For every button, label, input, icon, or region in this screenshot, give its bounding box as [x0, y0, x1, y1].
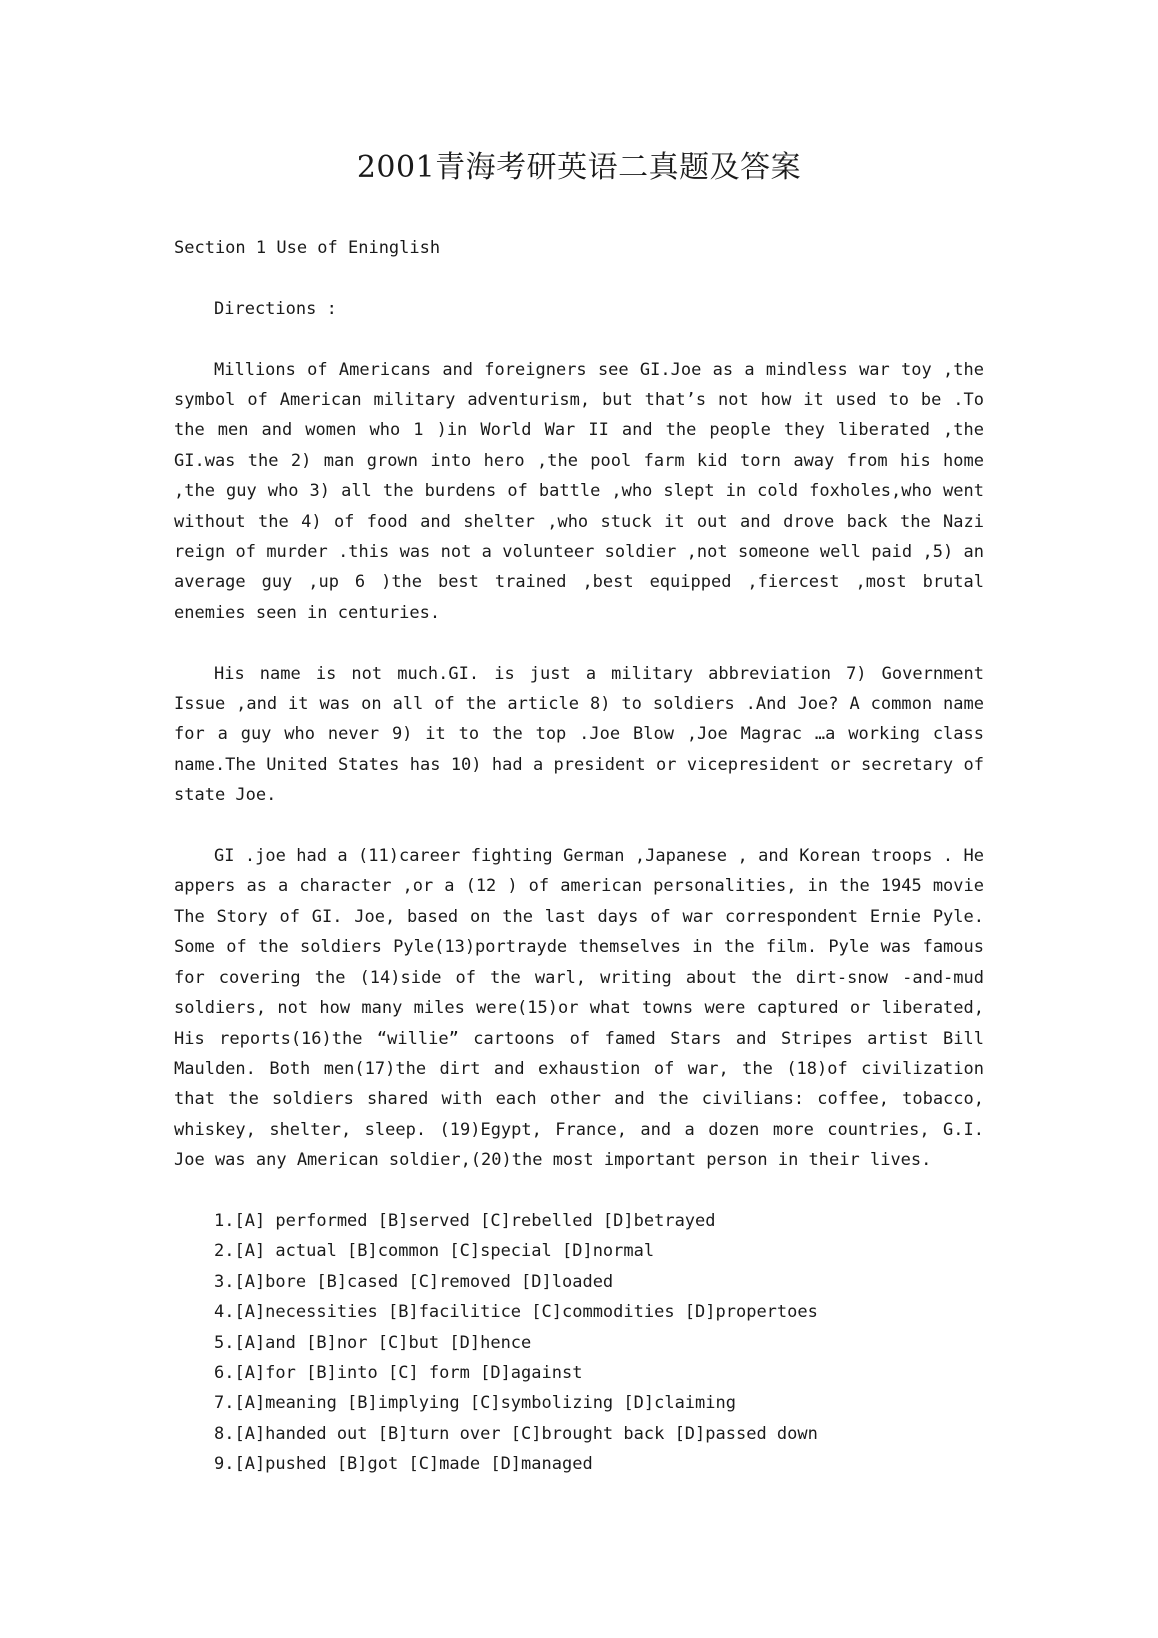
option-item-7: 7.[A]meaning [B]implying [C]symbolizing [D]claiming	[214, 1393, 736, 1414]
option-item-6: 6.[A]for [B]into [C] form [D]against	[214, 1362, 583, 1383]
option-item-2: 2.[A] actual [B]common [C]special [D]normal	[214, 1241, 655, 1262]
option-item-1: 1.[A] performed [B]served [C]rebelled [D]betrayed	[214, 1210, 716, 1231]
option-item-8: 8.[A]handed out [B]turn over [C]brought back [D]passed down	[214, 1423, 818, 1444]
directions-label: Directions :	[214, 298, 337, 319]
option-item-9: 9.[A]pushed [B]got [C]made [D]managed	[214, 1454, 593, 1475]
answer-options-list	[174, 1206, 984, 1480]
document-body	[174, 233, 984, 1480]
option-item-5: 5.[A]and [B]nor [C]but [D]hence	[214, 1332, 532, 1353]
option-item-4: 4.[A]necessities [B]facilitice [C]commodities [D]propertoes	[214, 1302, 818, 1323]
section-heading: Section 1 Use of Eninglish	[174, 238, 441, 258]
page-title: 2001青海考研英语二真题及答案	[356, 150, 802, 185]
option-item-3: 3.[A]bore [B]cased [C]removed [D]loaded	[214, 1271, 614, 1292]
passage-paragraph-3: GI .joe had a (11)career fighting German ,Japanese , and Korean troops . He appers as a character ,or a (12 ) of american personalities, in the 1945 movie The Story of GI. Joe, based on the last days of war correspondent Ernie Pyle. Some of the soldiers Pyle(13)portrayde themselves in the film. Pyle was famous for covering the (14)side of the warl, writing about the dirt-snow -and-mud soldiers, not how many miles were(15)or what towns were captured or liberated, His reports(16)the “willie” cartoons of famed Stars and Stripes artist Bill Maulden. Both men(17)the dirt and exhaustion of war, the (18)of civilization that the soldiers shared with each other and the civilians: coffee, tobacco, whiskey, shelter, sleep. (19)Egypt, France, and a dozen more countries, G.I. Joe was any American soldier,(20)the most important person in their lives.	[174, 846, 984, 1171]
passage-paragraph-2: His name is not much.GI. is just a military abbreviation 7) Government Issue ,and it was on all of the article 8) to soldiers .And Joe? A common name for a guy who never 9) it to the top .Joe Blow ,Joe Magrac …a working class name.The United States has 10) had a president or vicepresident or secretary of state Joe.	[174, 663, 984, 806]
passage-paragraph-1: Millions of Americans and foreigners see GI.Joe as a mindless war toy ,the symbol of American military adventurism, but that’s not how it used to be .To the men and women who 1 )in World War II and the people they liberated ,the GI.was the 2) man grown into hero ,the pool farm kid torn away from his home ,the guy who 3) all the burdens of battle ,who slept in cold foxholes,who went without the 4) of food and shelter ,who stuck it out and drove back the Nazi reign of murder .this was not a volunteer soldier ,not someone well paid ,5) an average guy ,up 6 )the best trained ,best equipped ,fiercest ,most brutal enemies seen in centuries.	[174, 359, 984, 623]
